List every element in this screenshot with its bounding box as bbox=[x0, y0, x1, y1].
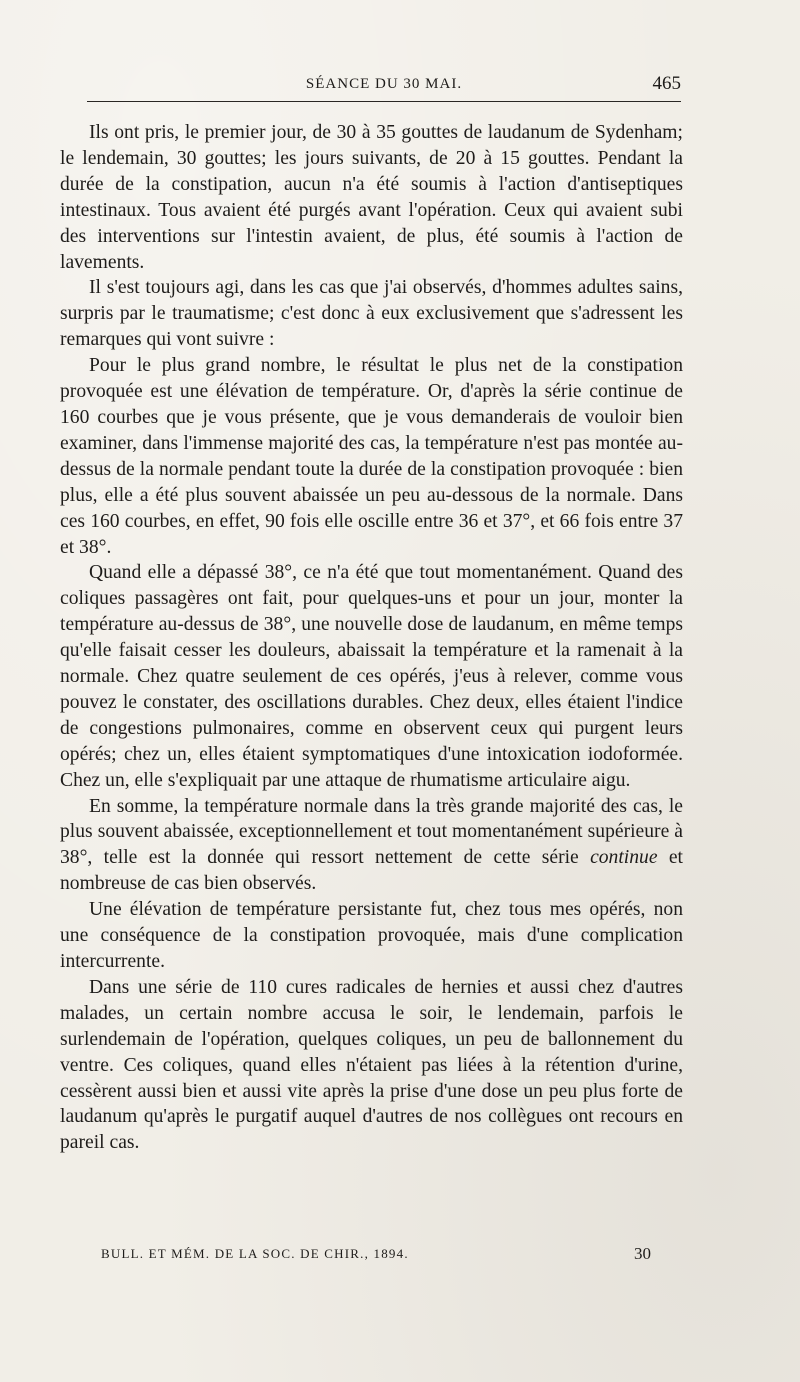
paragraph-5-after: et nombreuse de cas bien observés. bbox=[60, 847, 683, 895]
running-head-title: SÉANCE DU 30 MAI. bbox=[305, 76, 463, 92]
paragraph-7: Dans une série de 110 cures radicales de hernies et aussi chez d'autres malades, un certain nombre accusa le soir, le lendemain, parfois le surlendemain de l'opération, quelques coliques, un peu de ballonnement du ventre. Ces coliques, quand elles n'étaient pas liées à la rétention d'urine, cessèrent aussi bien et aussi vite après la prise d'une dose un peu plus forte de laudanum qu'après le purgatif auquel d'autres de nos collègues ont recours en pareil cas. bbox=[60, 976, 683, 1154]
signature-mark: 30 bbox=[634, 1244, 651, 1263]
paragraph-5-before: En somme, la température normale dans la très grande majorité des cas, le plus souvent abaissée, exceptionnellement et tout momentanément supérieure à 38°, telle est la donnée qui ressort nettement de cette série bbox=[60, 795, 683, 869]
body-text bbox=[60, 120, 683, 1156]
running-head bbox=[87, 73, 681, 99]
paragraph-5 bbox=[60, 794, 683, 898]
paragraph-4: Quand elle a dépassé 38°, ce n'a été que tout momentanément. Quand des coliques passagères ont fait, pour quelques-uns et pour un jour, monter la température au-dessus de 38°, une nouvelle dose de laudanum, en même temps qu'elle faisait cesser les douleurs, abaissait la température et la ramenait à la normale. Chez quatre seulement de ces opérés, j'eus à relever, comme vous pouvez le constater, des oscillations durables. Chez deux, elles étaient l'indice de congestions pulmonaires, comme en observent ceux qui purgent leurs opérés; chez un, elles étaient symptomatiques d'une intoxication iodoformée. Chez un, elle s'expliquait par une attaque de rhumatisme articulaire aigu. bbox=[60, 562, 683, 791]
paragraph-2: Il s'est toujours agi, dans les cas que j'ai observés, d'hommes adultes sains, surpris par le traumatisme; c'est donc à eux exclusivement que s'adressent les remarques qui vont suivre : bbox=[60, 277, 683, 351]
page-footer bbox=[101, 1244, 651, 1268]
paragraph-3: Pour le plus grand nombre, le résultat le plus net de la constipation provoquée est une élévation de température. Or, d'après la série continue de 160 courbes que je vous présente, que je vous demanderais de vouloir bien examiner, dans l'immense majorité des cas, la température n'est pas montée au-dessus de la normale pendant toute la durée de la constipation provoquée : bien plus, elle a été plus souvent abaissée un peu au-dessous de la normale. Dans ces 160 courbes, en effet, 90 fois elle oscille entre 36 et 37°, et 66 fois entre 37 et 38°. bbox=[60, 355, 683, 558]
header-rule bbox=[87, 101, 681, 102]
paragraph-1: Ils ont pris, le premier jour, de 30 à 35 gouttes de laudanum de Sydenham; le lendemain, 30 gouttes; les jours suivants, de 20 à 15 gouttes. Pendant la durée de la constipation, aucun n'a été soumis à l'action d'antiseptiques intestinaux. Tous avaient été purgés avant l'opération. Ceux qui avaient subi des interventions sur l'intestin avaient, de plus, été soumis à l'action de lavements. bbox=[60, 122, 683, 273]
footer-source: BULL. ET MÉM. DE LA SOC. DE CHIR., 1894. bbox=[101, 1246, 409, 1261]
emphasis-continue: continue bbox=[590, 847, 658, 869]
page-number: 465 bbox=[652, 73, 681, 94]
paragraph-6: Une élévation de température persistante fut, chez tous mes opérés, non une conséquence de la constipation provoquée, mais d'une complication intercurrente. bbox=[60, 899, 683, 972]
